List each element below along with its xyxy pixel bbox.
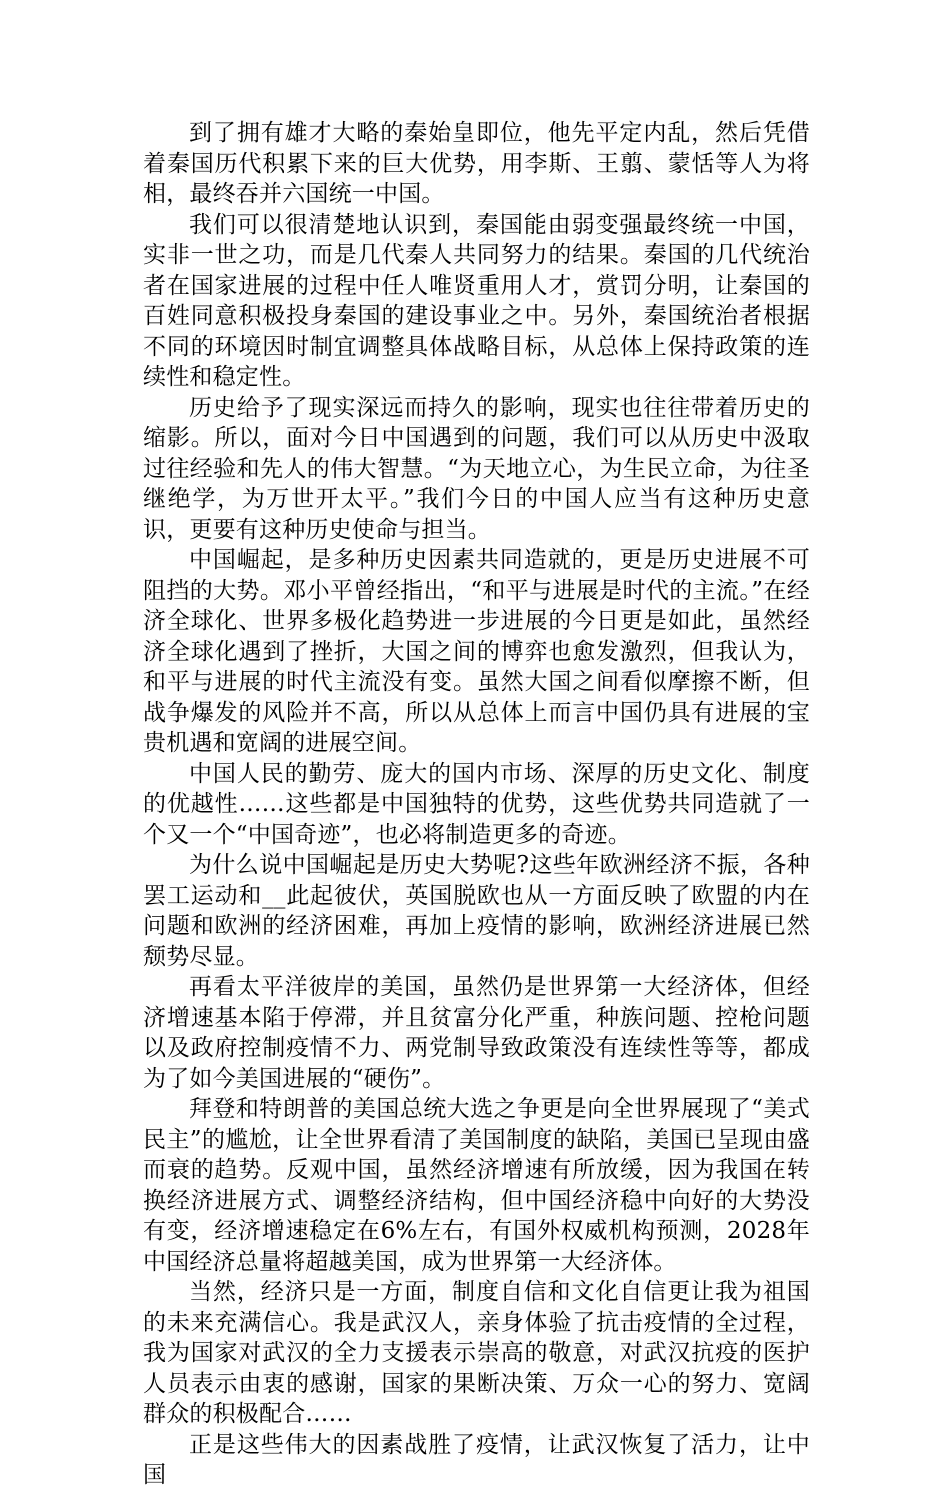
paragraph-6: 为什么说中国崛起是历史大势呢?这些年欧洲经济不振，各种罢工运动和__此起彼伏，英国脱欧也从一方面反映了欧盟的内在问题和欧洲的经济困难，再加上疫情的影响，欧洲经济进展已然颓势尽显。 — [143, 852, 810, 970]
paragraph-7: 再看太平洋彼岸的美国，虽然仍是世界第一大经济体，但经济增速基本陷于停滞，并且贫富分化严重，种族问题、控枪问题以及政府控制疫情不力、两党制导致政策没有连续性等等，都成为了如今美国进展的“硬伤”。 — [143, 974, 810, 1092]
paragraph-1: 到了拥有雄才大略的秦始皇即位，他先平定内乱，然后凭借着秦国历代积累下来的巨大优势，用李斯、王翦、蒙恬等人为将相，最终吞并六国统一中国。 — [143, 120, 810, 207]
paragraph-2: 我们可以很清楚地认识到，秦国能由弱变强最终统一中国，实非一世之功，而是几代秦人共同努力的结果。秦国的几代统治者在国家进展的过程中任人唯贤重用人才，赏罚分明，让秦国的百姓同意积极投身秦国的建设事业之中。另外，秦国统治者根据不同的环境因时制宜调整具体战略目标，从总体上保持政策的连续性和稳定性。 — [143, 211, 810, 390]
paragraph-10: 正是这些伟大的因素战胜了疫情，让武汉恢复了活力，让中国 — [143, 1431, 810, 1488]
paragraph-3: 历史给予了现实深远而持久的影响，现实也往往带着历史的缩影。所以，面对今日中国遇到的问题，我们可以从历史中汲取过往经验和先人的伟大智慧。“为天地立心，为生民立命，为往圣继绝学，为万世开太平。”我们今日的中国人应当有这种历史意识，更要有这种历史使命与担当。 — [143, 394, 810, 543]
paragraph-8: 拜登和特朗普的美国总统大选之争更是向全世界展现了“美式民主”的尴尬，让全世界看清了美国制度的缺陷，美国已呈现由盛而衰的趋势。反观中国，虽然经济增速有所放缓，因为我国在转换经济进展方式、调整经济结构，但中国经济稳中向好的大势没有变，经济增速稳定在6%左右，有国外权威机构预测，2028年中国经济总量将超越美国，成为世界第一大经济体。 — [143, 1096, 810, 1275]
document-body — [143, 118, 810, 1491]
paragraph-4: 中国崛起，是多种历史因素共同造就的，更是历史进展不可阻挡的大势。邓小平曾经指出，“和平与进展是时代的主流。”在经济全球化、世界多极化趋势进一步进展的今日更是如此，虽然经济全球化遇到了挫折，大国之间的博弈也愈发激烈，但我认为，和平与进展的时代主流没有变。虽然大国之间看似摩擦不断，但战争爆发的风险并不高，所以从总体上而言中国仍具有进展的宝贵机遇和宽阔的进展空间。 — [143, 547, 810, 756]
paragraph-9: 当然，经济只是一方面，制度自信和文化自信更让我为祖国的未来充满信心。我是武汉人，亲身体验了抗击疫情的全过程，我为国家对武汉的全力支援表示崇高的敬意，对武汉抗疫的医护人员表示由衷的感谢，国家的果断决策、万众一心的努力、宽阔群众的积极配合…… — [143, 1279, 810, 1427]
paragraph-5: 中国人民的勤劳、庞大的国内市场、深厚的历史文化、制度的优越性……这些都是中国独特的优势，这些优势共同造就了一个又一个“中国奇迹”，也必将制造更多的奇迹。 — [143, 760, 810, 848]
